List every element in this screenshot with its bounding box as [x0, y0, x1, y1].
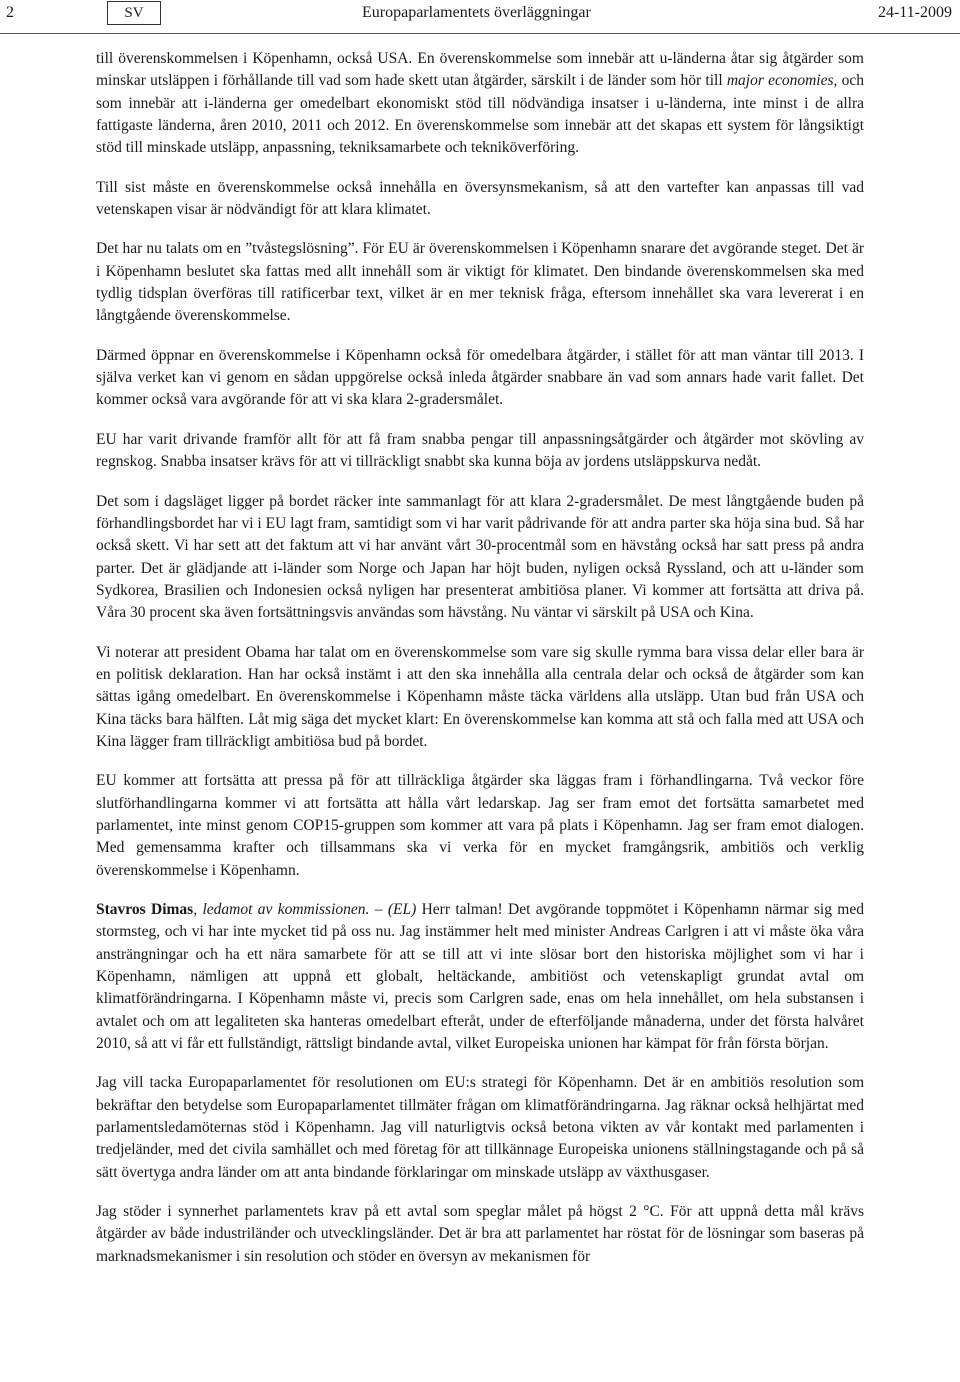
speaker-role: , ledamot av kommissionen. – (EL): [193, 901, 422, 918]
paragraph: Därmed öppnar en överenskommelse i Köpenhamn också för omedelbara åtgärder, i stället för att man väntar till 2013. I själva verket kan vi genom en sådan uppgörelse också inleda åtgärder snabbare än vad som annars hade varit fallet. Det kommer också vara avgörande för att vi ska klara 2-gradersmålet.: [96, 346, 864, 409]
paragraph: Jag vill tacka Europaparlamentet för resolutionen om EU:s strategi för Köpenhamn. Det är en ambitiös resolution som bekräftar den betydelse som Europaparlamentet tillmäter frågan om klimatförändringarna. Jag räknar också helhjärtat med parlamentsledamöternas stöd i Köpenhamn. Jag vill naturligtvis också betona vikten av vår kontakt med parlamenten i tredjeländer, med det civila samhället och med företag för att tillkännage Europeiska unionens ställningstagande och på så sätt övertyga andra länder om att anta bindande förklaringar om minskade utsläpp av växthusgaser.: [96, 1074, 864, 1181]
paragraph: Jag stöder i synnerhet parlamentets krav på ett avtal som speglar målet på högst 2 °C. För att uppnå detta mål krävs åtgärder av både industriländer och utvecklingsländer. Det är bra att parlamentet har röstat för de lösningar som baseras på marknadsmekanismer i sin resolution och stöder en översyn av mekanismen för: [96, 1203, 864, 1265]
paragraph-text: , och som innebär att i-länderna ger omedelbart ekonomiskt stöd till nödvändiga insatser i u-länderna, inte minst i de allra fattigaste länderna, åren 2010, 2011 och 2012. En överenskommelse som innebär att det skapas ett system för långsiktigt stöd till minskade utsläpp, anpassning, tekniksamarbete och tekniköverföring.: [96, 72, 864, 157]
document-title: Europaparlamentets överläggningar: [362, 4, 591, 21]
paragraph: EU har varit drivande framför allt för att få fram snabba pengar till anpassningsåtgärder och åtgärder mot skövling av regnskog. Snabba insatser krävs för att vi tillräckligt snabbt ska kunna böja av jordens utsläppskurva nedåt.: [96, 430, 864, 471]
page-body: [96, 48, 864, 1285]
paragraph-text: Herr talman! Det avgörande toppmötet i Köpenhamn närmar sig med stormsteg, och vi har inte mycket tid på oss nu. Jag instämmer helt med minister Andreas Carlgren i att vi måste öka våra ansträngningar och ha ett nära samarbete för att se till att vi inte slösar bort den historiska möjlighet som vi har i Köpenhamn, nämligen att uppnå ett globalt, heltäckande, ambitiöst och vetenskapligt grundat avtal om klimatförändringarna. I Köpenhamn måste vi, precis som Carlgren sade, enas om hela innehållet, om hela substansen i avtalet och om att legaliteten ska hanteras omedelbart efteråt, under de efterföljande månaderna, under det första halvåret 2010, så att vi får ett fullständigt, rättsligt bindande avtal, vilket Europeiska unionen har kämpat för från första början.: [96, 901, 864, 1053]
header-rule: [0, 33, 960, 34]
paragraph: Vi noterar att president Obama har talat om en överenskommelse som vare sig skulle rymma bara vissa delar eller bara är en politisk deklaration. Han har också instämt i att den ska innehålla alla centrala delar och också de åtgärder som kan sättas igång omedelbart. En överenskommelse i Köpenhamn måste täcka världens alla utsläpp. Utan bud från USA och Kina täcks bara hälften. Låt mig säga det mycket klart: En överenskommelse kan komma att stå och falla med att USA och Kina lägger fram tillräckligt ambitiösa bud på bordet.: [96, 643, 864, 750]
page-number: 2: [6, 4, 14, 21]
page-header: [0, 0, 960, 34]
paragraph: Det har nu talats om en ”tvåstegslösning”. För EU är överenskommelsen i Köpenhamn snarare det avgörande steget. Det är i Köpenhamn beslutet ska fattas med allt innehåll som är viktigt för klimatet. Den bindande överenskommelsen ska med tydlig tidsplan överföras till ratificerbar text, vilket är en mer teknisk fråga, eftersom innehållet ska vara levererat i en långtgående överenskommelse.: [96, 240, 864, 325]
paragraph: Det som i dagsläget ligger på bordet räcker inte sammanlagt för att klara 2-gradersmålet. De mest långtgående buden på förhandlingsbordet har vi i EU lagt fram, samtidigt som vi har varit pådrivande för att andra parter ska höja sina bud. Så har också skett. Vi har sett att det faktum att vi har använt vårt 30-procentmål som en hävstång också har satt press på andra parter. Det är glädjande att i-länder som Norge och Japan har höjt buden, nyligen också Ryssland, och att u-länder som Sydkorea, Brasilien och Indonesien också nyligen har presenterat ambitiösa planer. Vi kommer att fortsätta att driva på. Våra 30 procent ska även fortsättningsvis användas som hävstång. Nu väntar vi särskilt på USA och Kina.: [96, 492, 864, 622]
speaker-name: Stavros Dimas: [96, 901, 194, 918]
speaker-paragraph: [96, 899, 864, 1055]
paragraph: Till sist måste en överenskommelse också innehålla en översynsmekanism, så att den vartefter kan anpassas till vad vetenskapen visar är nödvändigt för att klara klimatet.: [96, 178, 864, 219]
paragraph: [96, 48, 864, 160]
language-box: SV: [107, 1, 161, 25]
italic-term: major economies: [726, 72, 834, 90]
paragraph: EU kommer att fortsätta att pressa på för att tillräckliga åtgärder ska läggas fram i förhandlingarna. Två veckor före slutförhandlingarna kommer vi att fortsätta att hålla vårt ledarskap. Jag ser fram emot det fortsätta samarbetet med parlamentet, inte minst genom COP15-gruppen som kommer att vara på plats i Köpenhamn. Jag ser fram emot dialogen. Med gemensamma krafter och tillsammans ska vi verka för en mycket framgångsrik, ambitiös och verklig överenskommelse i Köpenhamn.: [96, 772, 864, 879]
paragraph-text: till överenskommelsen i Köpenhamn, också USA. En överenskommelse som innebär att u-länderna åtar sig åtgärder som minskar utsläppen i förhållande till vad som hade skett utan åtgärder, särskilt i de länder som hör till: [96, 50, 864, 90]
document-date: 24-11-2009: [877, 4, 952, 21]
